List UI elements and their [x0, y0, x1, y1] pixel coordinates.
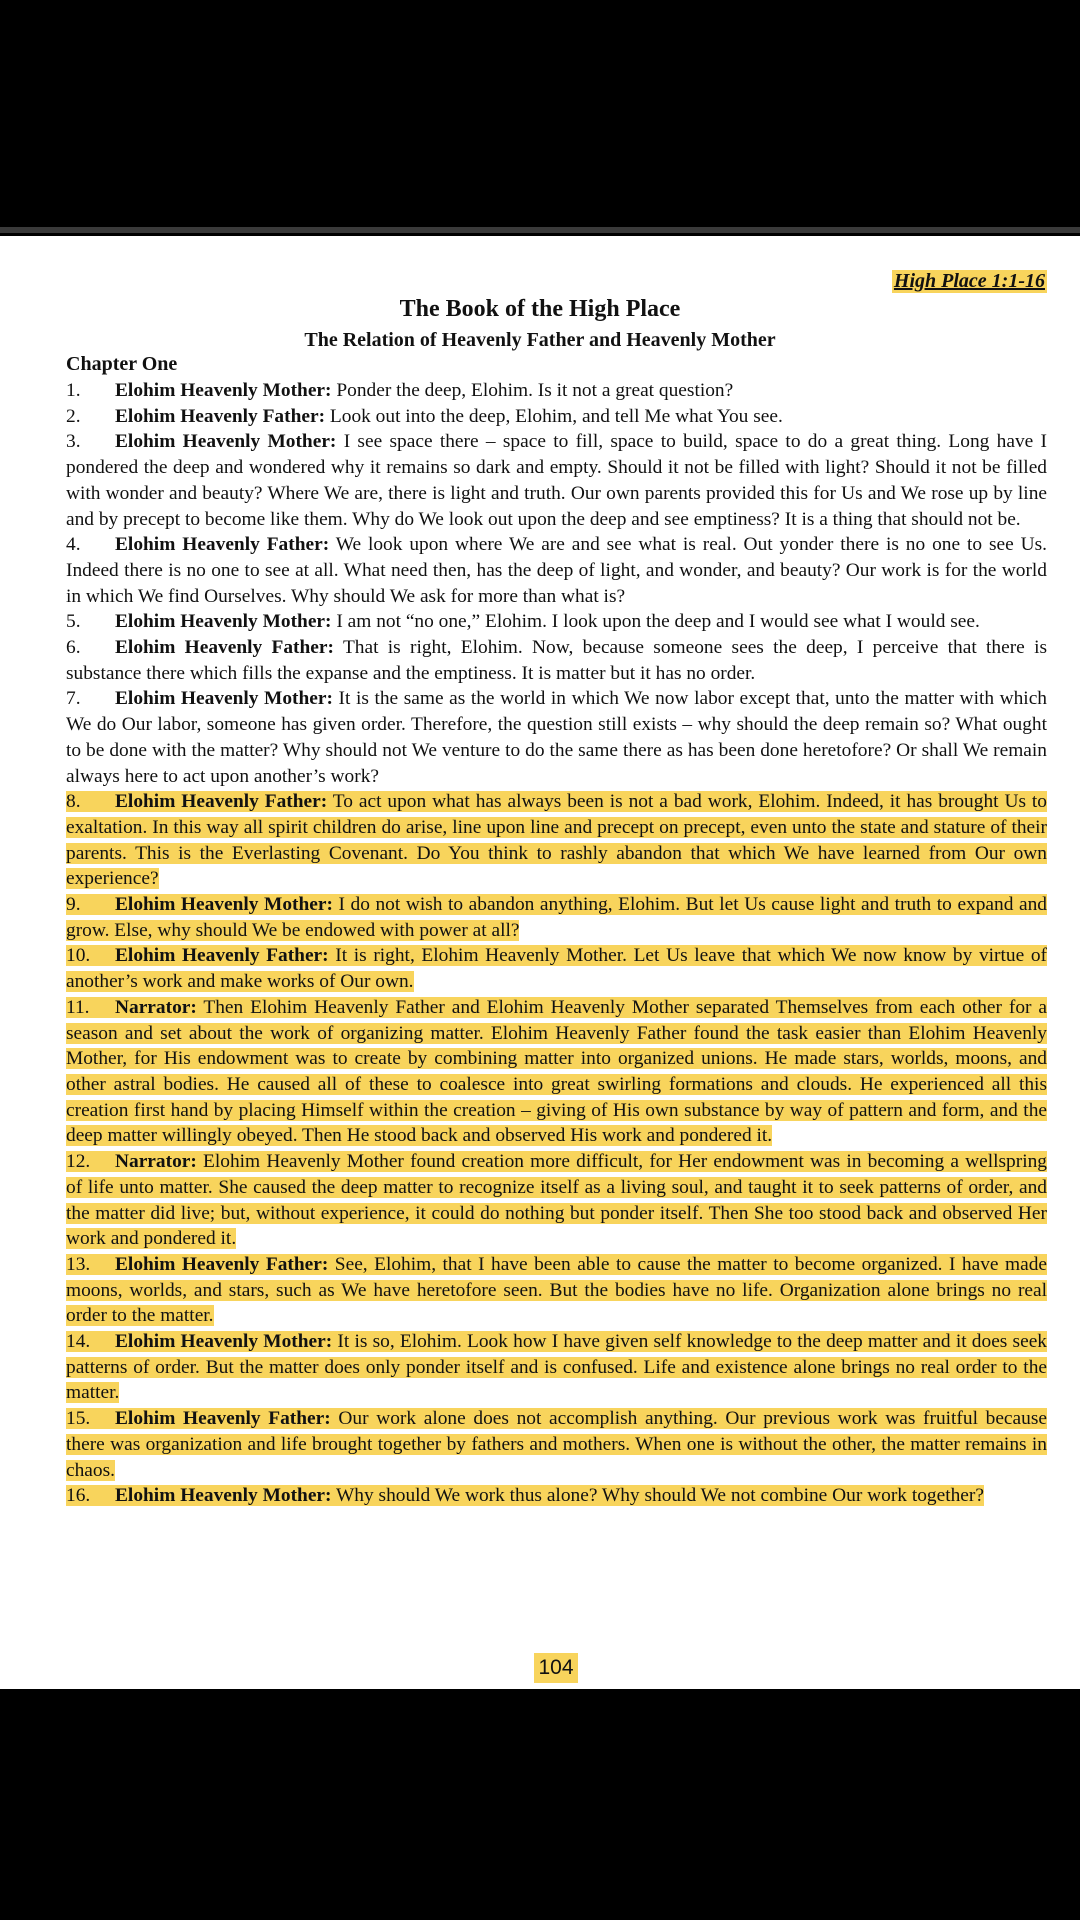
verse: [66, 1329, 1047, 1406]
verse-text: I am not “no one,” Elohim. I look upon the deep and I would see what I would see.: [336, 611, 980, 633]
verse: [66, 943, 1047, 994]
verse-text: See, Elohim, that I have been able to cause the matter to become organized. I have made moons, worlds, and stars, such as We have heretofore seen. But the bodies have no life. Organization alone brings no real order to the matter.: [66, 1253, 1047, 1327]
verse-speaker: Elohim Heavenly Mother:: [115, 380, 332, 401]
verse-number: 2.: [66, 405, 81, 427]
verse-number: 8.: [66, 791, 81, 813]
verse-speaker: Elohim Heavenly Father:: [115, 1253, 329, 1275]
verse-text: That is right, Elohim. Now, because someone sees the deep, I perceive that there is substance there which fills the expanse and the emptiness. It is matter but it has no order.: [66, 637, 1048, 684]
verse-speaker: Elohim Heavenly Mother:: [115, 611, 332, 633]
verse-number: 5.: [66, 611, 81, 633]
verse-number: 7.: [66, 688, 81, 710]
verse: [66, 789, 1047, 892]
verse-text: Then Elohim Heavenly Father and Elohim Heavenly Mother separated Themselves from each other for a season and set about the work of organizing matter. Elohim Heavenly Father found the task easier than Elohim Heavenly Mother, for His endowment was to create by combining matter into organized unions. He made stars, worlds, moons, and other astral bodies. He caused all of these to coalesce into great swirling formations and clouds. He experienced all this creation first hand by placing Himself within the creation – giving of His own substance by way of pattern and form, and the deep matter willingly obeyed. Then He stood back and observed His work and pondered it.: [66, 996, 1048, 1147]
bottom-black-bar: [0, 1689, 1080, 1920]
verse-text: It is the same as the world in which We now labor except that, unto the matter with which We do Our labor, someone has given order. Therefore, the question still exists – why should the deep remain so? What ought to be done with the matter? Why should not We venture to do the same there as has been done heretofore? Or shall We remain always here to act upon another’s work?: [66, 688, 1047, 787]
verse-text: Look out into the deep, Elohim, and tell Me what You see.: [329, 405, 783, 427]
verse-speaker: Elohim Heavenly Mother:: [115, 894, 333, 916]
verse-speaker: Elohim Heavenly Mother:: [115, 1485, 332, 1507]
verse-speaker: Narrator:: [115, 1151, 197, 1173]
verse-number: 3.: [66, 431, 81, 453]
verse-text: Ponder the deep, Elohim. Is it not a great question?: [336, 380, 734, 401]
verse-speaker: Elohim Heavenly Father:: [115, 791, 328, 813]
verse-number: 1.: [66, 380, 81, 401]
verse: [66, 995, 1047, 1149]
verse-text: It is so, Elohim. Look how I have given self knowledge to the deep matter and it does seek patterns of order. But the matter does only ponder itself and is confused. Life and existence alone brings no real order to the matter.: [66, 1331, 1047, 1404]
verse-text: I see space there – space to fill, space to build, space to do a great thing. Long have I pondered the deep and wondered why it remains so dark and empty. Should it not be filled with light? Should it not be filled with wonder and beauty? Where We are, there is light and truth. Our own parents provided this for Us and We rose up by line and by precept to become like them. Why do We look out upon the deep and see emptiness? It is a thing that should not be.: [66, 431, 1047, 530]
verse-text: I do not wish to abandon anything, Elohim. But let Us cause light and truth to expand and grow. Else, why should We be endowed with power at all?: [66, 894, 1047, 941]
verse-number: 16.: [66, 1485, 91, 1507]
page-number: 104: [534, 1653, 578, 1683]
verse-speaker: Elohim Heavenly Mother:: [115, 688, 333, 710]
book-title: The Book of the High Place: [399, 296, 681, 322]
verse-speaker: Elohim Heavenly Father:: [115, 534, 330, 556]
verse: [66, 378, 1047, 404]
verse-number: 4.: [66, 534, 81, 556]
verse-text: Elohim Heavenly Mother found creation more difficult, for Her endowment was in becoming a wellspring of life unto matter. She caused the deep matter to recognize itself as a living soul, and taught it to seek patterns of order, and the matter did live; but, without experience, it could do nothing but ponder itself. Then She too stood back and observed Her work and pondered it.: [66, 1151, 1047, 1250]
verse: [66, 1483, 1047, 1509]
verse-text: To act upon what has always been is not a bad work, Elohim. Indeed, it has brought Us to exaltation. In this way all spirit children do arise, line upon line and precept on precept, even unto the state and stature of their parents. This is the Everlasting Covenant. Do You think to rashly abandon that which We have learned from Our own experience?: [66, 791, 1047, 890]
verse-text: Our work alone does not accomplish anything. Our previous work was fruitful because there was organization and life brought together by fathers and mothers. When one is without the other, the matter remains in chaos.: [66, 1408, 1047, 1481]
verse-speaker: Elohim Heavenly Mother:: [115, 1331, 333, 1353]
verse-number: 9.: [66, 894, 81, 916]
verse-number: 13.: [66, 1253, 91, 1275]
verse-list: [66, 378, 1047, 1509]
verse: [66, 429, 1047, 532]
verse-number: 14.: [66, 1331, 91, 1353]
verse: [66, 1149, 1047, 1252]
verse: [66, 609, 1047, 635]
verse-speaker: Narrator:: [115, 996, 197, 1018]
verse-speaker: Elohim Heavenly Father:: [115, 945, 329, 967]
verse-text: Why should We work thus alone? Why should We not combine Our work together?: [336, 1485, 984, 1507]
verse: [66, 532, 1047, 609]
verse: [66, 686, 1047, 789]
verse: [66, 635, 1047, 686]
top-bar-edge: [0, 227, 1080, 233]
verse-speaker: Elohim Heavenly Father:: [115, 405, 326, 427]
book-subtitle: The Relation of Heavenly Father and Heavenly Mother: [304, 329, 776, 351]
verse: [66, 892, 1047, 943]
verse: [66, 1252, 1047, 1329]
verse-speaker: Elohim Heavenly Father:: [115, 1408, 331, 1430]
verse: [66, 1406, 1047, 1483]
verse-number: 10.: [66, 945, 91, 967]
verse: [66, 404, 1047, 430]
verse-text: We look upon where We are and see what is real. Out yonder there is no one to see Us. Indeed there is no one to see at all. What need then, has the deep of light, and wonder, and beauty? Our work is for the world in which We find Ourselves. Why should We ask for more than what is?: [66, 534, 1048, 607]
scripture-reference: High Place 1:1-16: [893, 270, 1045, 292]
verse-number: 15.: [66, 1408, 91, 1430]
verse-speaker: Elohim Heavenly Mother:: [115, 431, 337, 453]
verse-text: It is right, Elohim Heavenly Mother. Let Us leave that which We now know by virtue of another’s work and make works of Our own.: [66, 945, 1047, 993]
chapter-heading: Chapter One: [66, 353, 178, 375]
document-page[interactable]: [0, 236, 1080, 1689]
verse-speaker: Elohim Heavenly Father:: [115, 637, 334, 659]
verse-number: 12.: [66, 1151, 91, 1173]
top-black-bar: [0, 0, 1080, 233]
verse-number: 11.: [66, 996, 90, 1018]
verse-number: 6.: [66, 637, 81, 659]
